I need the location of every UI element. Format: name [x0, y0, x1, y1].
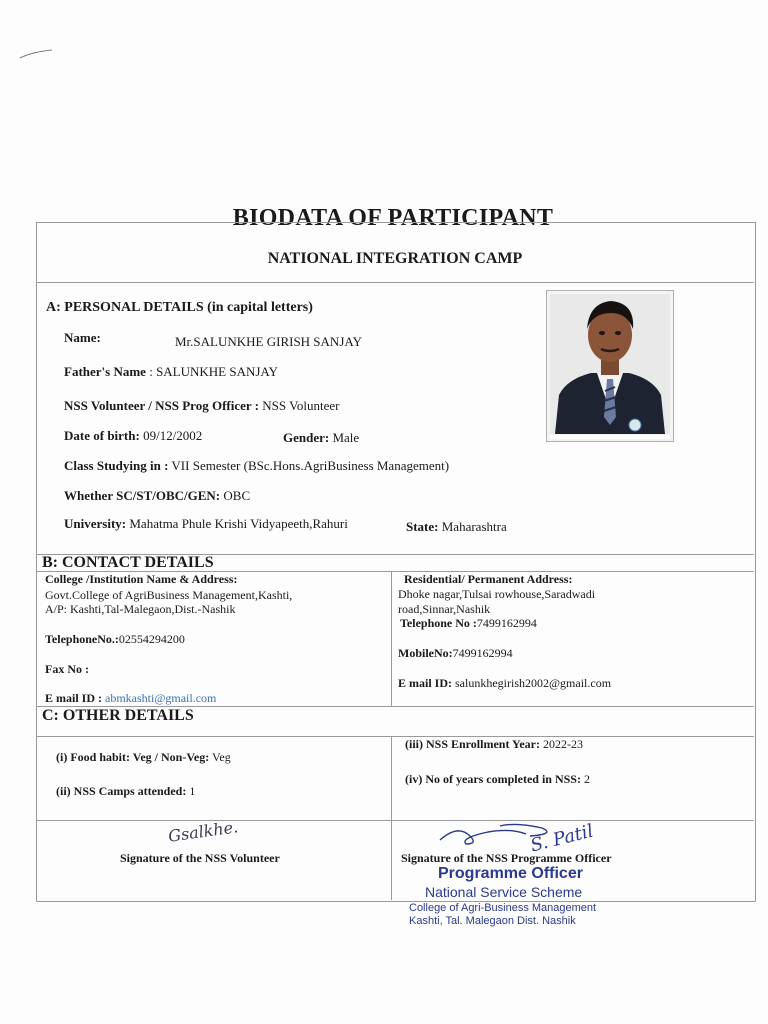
name-label: Name: [64, 330, 101, 345]
res-email-label: E mail ID: [398, 676, 452, 690]
email-value[interactable]: abmkashti@gmail.com [105, 691, 217, 705]
university-value: Mahatma Phule Krishi Vidyapeeth,Rahuri [129, 516, 348, 531]
officer-signature-label: Signature of the NSS Programme Officer [401, 851, 612, 865]
university-label: University: [64, 516, 127, 531]
personal-heading: A: PERSONAL DETAILS (in capital letters) [46, 300, 313, 315]
name-value: Mr.SALUNKHE GIRISH SANJAY [175, 334, 362, 349]
state-label: State: [406, 519, 439, 534]
college-line1: Govt.College of AgriBusiness Management,Kashti, [45, 588, 293, 602]
mobile-label: MobileNo: [398, 646, 453, 660]
res-email-value: salunkhegirish2002@gmail.com [455, 676, 612, 690]
food-label: (i) Food habit: Veg / Non-Veg: [56, 750, 210, 764]
college-label: College /Institution Name & Address: [45, 572, 238, 586]
years-label: (iv) No of years completed in NSS: [405, 772, 581, 786]
dob-label: Date of birth: [64, 428, 140, 443]
officer-signature: S. Patil [528, 820, 596, 857]
role-value: NSS Volunteer [262, 398, 340, 413]
res-tel-label: Telephone No : [400, 616, 477, 630]
contact-heading: B: CONTACT DETAILS [42, 554, 214, 571]
father-label: Father's Name [64, 364, 146, 379]
res-tel-value: 7499162994 [476, 616, 537, 630]
caste-value: OBC [223, 488, 251, 503]
camps-label: (ii) NSS Camps attended: [56, 784, 187, 798]
enroll-value: 2022-23 [543, 737, 583, 751]
camp-subtitle: NATIONAL INTEGRATION CAMP [267, 250, 523, 267]
email-label: E mail ID : [45, 691, 102, 705]
camps-value: 1 [189, 784, 196, 798]
stamp-line4: Kashti, Tal. Malegaon Dist. Nashik [409, 915, 576, 927]
father-value: : SALUNKHE SANJAY [149, 364, 279, 379]
food-value: Veg [212, 750, 231, 764]
caste-label: Whether SC/ST/OBC/GEN: [64, 488, 221, 503]
volunteer-signature: Gsalkhe. [167, 817, 240, 846]
stamp-line3: College of Agri-Business Management [409, 902, 597, 914]
pen-mark [18, 48, 58, 62]
stamp-line2: National Service Scheme [425, 884, 583, 900]
volunteer-signature-label: Signature of the NSS Volunteer [120, 851, 280, 865]
mobile-value: 7499162994 [452, 646, 513, 660]
college-line2: A/P: Kashti,Tal-Malegaon,Dist.-Nashik [45, 602, 236, 616]
residential-line2: road,Sinnar,Nashik [398, 602, 491, 616]
participant-photo [546, 290, 674, 442]
residential-line1: Dhoke nagar,Tulsai rowhouse,Saradwadi [398, 587, 596, 601]
gender-label: Gender: [283, 430, 330, 445]
stamp-line1: Programme Officer [438, 865, 583, 882]
gender-value: Male [332, 430, 360, 445]
residential-label: Residential/ Permanent Address: [404, 572, 573, 586]
other-heading: C: OTHER DETAILS [42, 707, 194, 724]
class-label: Class Studying in : [64, 458, 169, 473]
role-label: NSS Volunteer / NSS Prog Officer : [64, 398, 260, 413]
tel-label: TelephoneNo.: [45, 632, 119, 646]
fax-label: Fax No : [45, 662, 89, 676]
state-value: Maharashtra [441, 519, 507, 534]
page-title: BIODATA OF PARTICIPANT [232, 205, 554, 231]
years-value: 2 [583, 772, 590, 786]
enroll-label: (iii) NSS Enrollment Year: [405, 737, 540, 751]
tel-value: 02554294200 [118, 632, 185, 646]
dob-value: 09/12/2002 [143, 428, 203, 443]
class-value: VII Semester (BSc.Hons.AgriBusiness Management) [171, 458, 450, 473]
portrait-icon [547, 291, 673, 441]
